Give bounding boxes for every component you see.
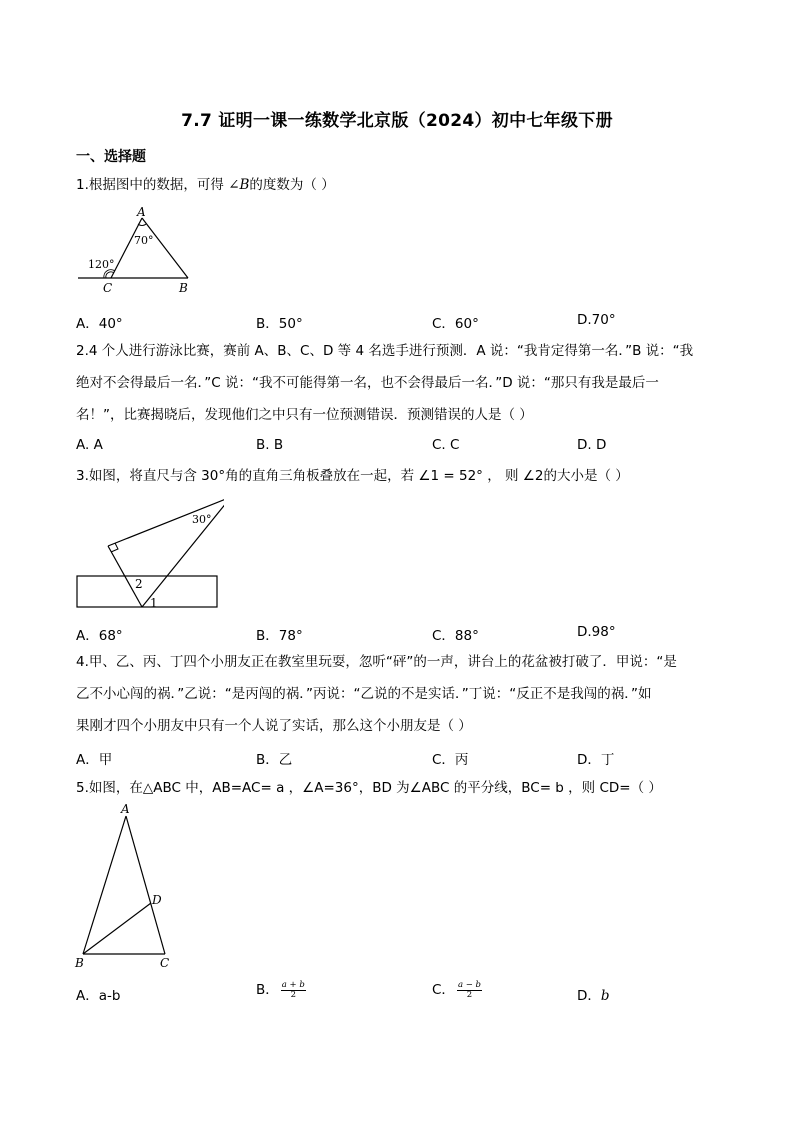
question-3-stem: 3.如图，将直尺与含 30°角的直角三角板叠放在一起，若 ∠1 = 52° ， 则 ∠2的大小是（ ） [76,468,629,484]
question-1-text-pre: 1.根据图中的数据，可得 [76,177,224,193]
question-1-stem [76,175,335,195]
vertex-a-label: A [137,205,146,219]
fraction-denominator: 2 [466,989,473,1000]
angle-c-label: 120° [88,258,115,271]
q1-option-c[interactable]: C．60° [432,316,479,332]
q3-option-b[interactable]: B．78° [256,628,303,644]
q2-option-c[interactable]: C. C [432,437,460,453]
vertex-a-label: A [121,802,130,816]
question-3-figure [74,492,224,612]
fraction-numerator: a − b [457,979,481,990]
question-2-line-3: 名！”，比赛揭晓后，发现他们之中只有一位预测错误．预测错误的人是（ ） [76,407,533,423]
angle-1-label: 1 [150,596,158,610]
side-ac [126,816,165,954]
question-5-figure [72,800,182,972]
q5-option-c-prefix: C． [432,982,455,998]
bisector-bd [83,903,151,954]
q5-option-c-fraction [457,981,482,1000]
fraction-numerator: a + b [281,979,305,990]
fraction-denominator: 2 [290,989,296,1000]
triangle-hypotenuse [142,497,224,607]
question-2-line-1: 2.4 个人进行游泳比赛，赛前 A、B、C、D 等 4 名选手进行预测．A 说：“我肯定得第一名．”B 说：“我 [76,343,694,359]
side-ca [111,218,142,278]
vertex-b-label: B [179,281,188,295]
angle-2-label: 2 [135,577,143,591]
question-1-figure [74,204,204,296]
section-heading: 一、选择题 [76,149,146,165]
angle-a-label: 70° [134,234,154,247]
angle-30-label: 30° [192,513,212,526]
question-1-text-post: 的度数为（ ） [249,177,335,193]
q5-option-b[interactable] [256,978,306,1000]
q5-option-a-prefix: A． [76,988,99,1004]
question-4-line-3: 果刚才四个小朋友中只有一个人说了实话，那么这个小朋友是（ ） [76,718,472,734]
q4-option-d[interactable]: D．丁 [577,752,615,768]
q3-option-c[interactable]: C．88° [432,628,479,644]
q4-option-b[interactable]: B．乙 [256,752,293,768]
q5-option-a[interactable] [76,984,120,1004]
q5-option-d[interactable] [577,984,610,1004]
question-4-line-1: 4.甲、乙、丙、丁四个小朋友正在教室里玩耍，忽听“砰”的一声，讲台上的花盆被打破了．甲说：“是 [76,654,677,670]
q5-option-b-prefix: B． [256,982,279,998]
question-4-line-2: 乙不小心闯的祸．”乙说：“是丙闯的祸．”丙说：“乙说的不是实话．”丁说：“反正不是我闯的祸．”如 [76,686,652,702]
q4-option-c[interactable]: C．丙 [432,752,469,768]
q3-option-d[interactable]: D.98° [577,624,616,640]
q5-option-d-prefix: D． [577,988,601,1004]
vertex-b-label: B [75,956,84,970]
ruler-rect [77,576,217,607]
point-d-label: D [152,893,162,907]
side-ab [83,816,126,954]
q1-option-b[interactable]: B．50° [256,316,303,332]
q5-option-d-text: b [600,988,610,1004]
q1-option-d[interactable]: D.70° [577,312,616,328]
q1-option-a[interactable]: A．40° [76,316,123,332]
side-ab [142,218,188,278]
question-1-math: ∠B [228,177,250,193]
q4-option-a[interactable]: A．甲 [76,752,113,768]
q5-option-c[interactable] [432,978,482,1000]
page-title: 7.7 证明一课一练数学北京版（2024）初中七年级下册 [181,111,613,131]
question-5-stem: 5.如图，在△ABC 中，AB=AC= a ，∠A=36°，BD 为∠ABC 的平分线，BC= b ，则 CD=（ ） [76,780,662,796]
vertex-c-label: C [160,956,170,970]
q3-option-a[interactable]: A．68° [76,628,123,644]
q5-option-a-text: a-b [98,988,121,1004]
q2-option-b[interactable]: B. B [256,437,284,453]
q5-option-b-fraction [281,981,306,1000]
vertex-c-label: C [103,281,113,295]
question-2-line-2: 绝对不会得最后一名．”C 说：“我不可能得第一名，也不会得最后一名．”D 说：“那只有我是最后一 [76,375,659,391]
q2-option-d[interactable]: D. D [577,437,607,453]
q2-option-a[interactable]: A. A [76,437,103,453]
